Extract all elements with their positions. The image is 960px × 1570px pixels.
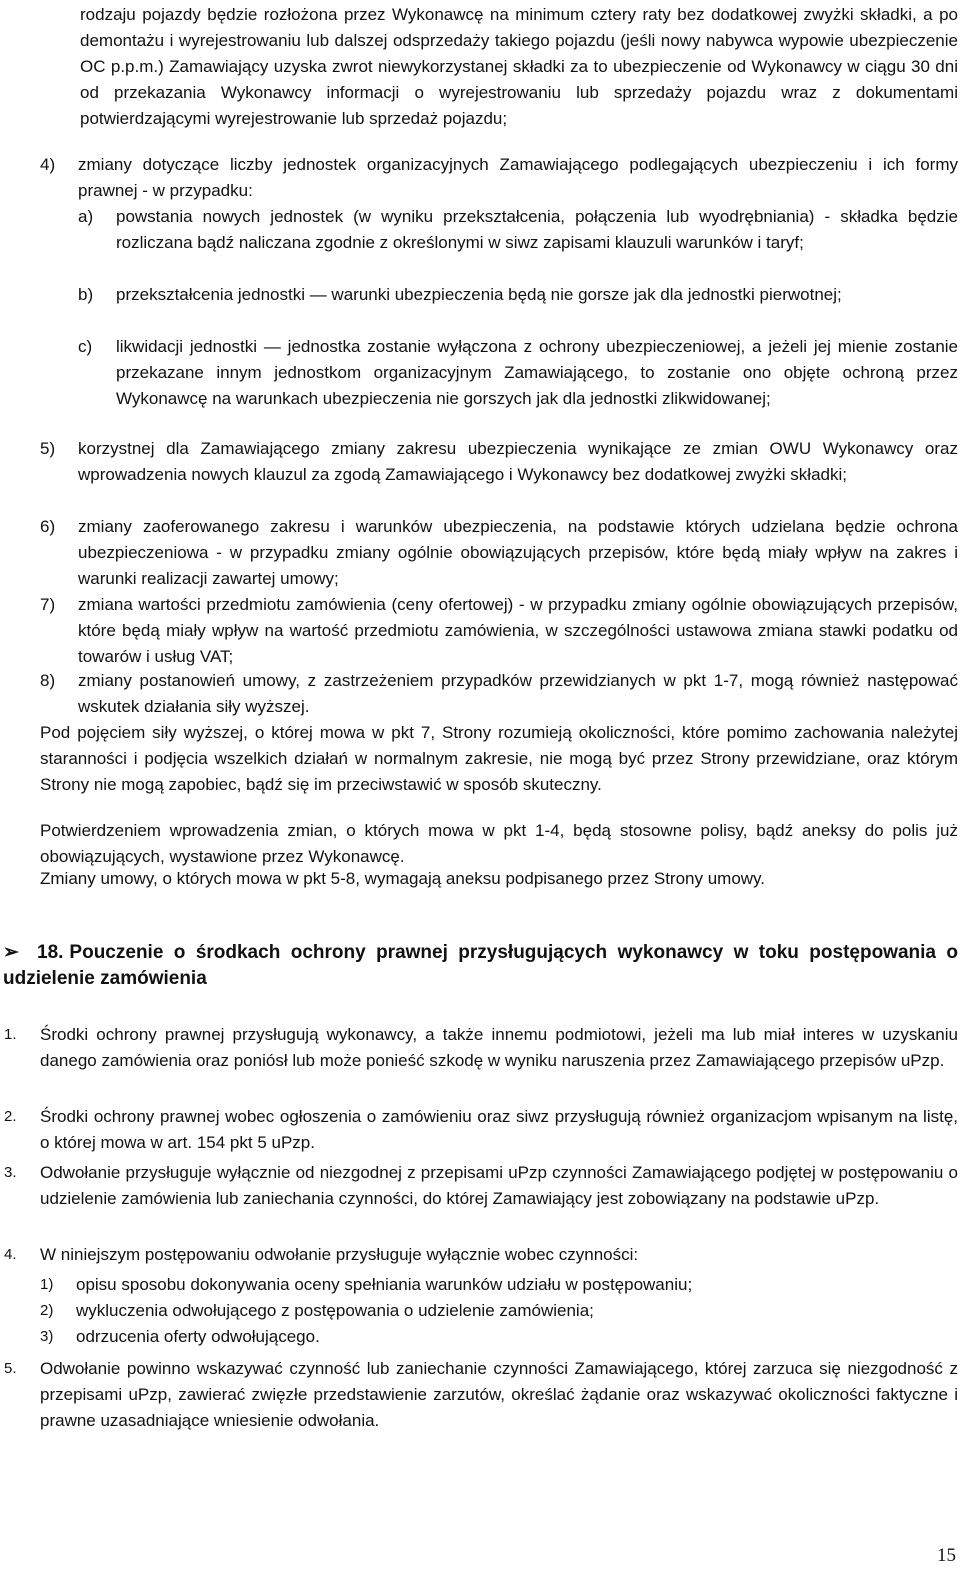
item-number: 4. xyxy=(4,1246,17,1263)
item-number: 6) xyxy=(40,517,56,536)
item-number: 4) xyxy=(40,155,56,174)
item-text: zmiana wartości przedmiotu zamówienia (ceny ofertowej) - w przypadku zmiany ogólnie obowiązujących przepisów, które będą miały wpływ na wartość przedmiotu zamówienia, w szczególności ustawowa zmiana stawki podatku od towarów i usług VAT; xyxy=(78,595,958,666)
item-number: 8) xyxy=(40,671,56,690)
force-majeure-paragraph: Pod pojęciem siły wyższej, o której mowa w pkt 7, Strony rozumieją okoliczności, które pomimo zachowania należytej staranności i podjęcia wszelkich działań w normalnym zakresie, nie mogą być przez Strony przewidziane, oraz którym Strony nie mogą zapobiec, bądź się im przeciwstawić w sposób skuteczny. xyxy=(40,723,958,794)
sub-item-letter: a) xyxy=(78,207,94,226)
sub-item-letter: c) xyxy=(78,337,93,356)
item-number: 2) xyxy=(40,1302,54,1319)
item-text: W niniejszym postępowaniu odwołanie przysługuje wyłącznie wobec czynności: xyxy=(40,1245,639,1264)
list-item-7 xyxy=(40,592,958,670)
sub-item-text: likwidacji jednostki — jednostka zostanie wyłączona z ochrony ubezpieczeniowej, a jeżeli jej mienie zostanie przekazane innym jednostkom organizacyjnym Zamawiającego, to zostanie ono objęte ochroną przez Wykonawcę na warunkach ubezpieczenia nie gorszych jak dla jednostki zlikwidowanej; xyxy=(116,337,958,408)
item-text: Odwołanie powinno wskazywać czynność lub zaniechanie czynności Zamawiającego, której zarzuca się niezgodność z przepisami uPzp, zawierać zwięzłe przedstawienie zarzutów, określać żądanie oraz wskazywać okoliczności faktyczne i prawne uzasadniające wniesienie odwołania. xyxy=(40,1359,958,1430)
amendment-paragraph: Zmiany umowy, o których mowa w pkt 5-8, wymagają aneksu podpisanego przez Strony umowy. xyxy=(40,869,766,888)
item-text: Środki ochrony prawnej wobec ogłoszenia o zamówieniu oraz siwz przysługują również organizacjom wpisanym na listę, o której mowa w art. 154 pkt 5 uPzp. xyxy=(40,1107,958,1152)
sub-item-a xyxy=(78,204,958,256)
item-text: zmiany postanowień umowy, z zastrzeżeniem przypadków przewidzianych w pkt 1-7, mogą również następować wskutek działania siły wyższej. xyxy=(78,671,958,716)
item-text: zmiany zaoferowanego zakresu i warunków ubezpieczenia, na podstawie których udzielana będzie ochrona ubezpieczeniowa - w przypadku zmiany ogólnie obowiązujących przepisów, które będą miały wpływ na zakres i warunki realizacji zawartej umowy; xyxy=(78,517,958,588)
list-item-5 xyxy=(40,436,958,488)
item-text: korzystnej dla Zamawiającego zmiany zakresu ubezpieczenia wynikające ze zmian OWU Wykonawcy oraz wprowadzenia nowych klauzul za zgodą Zamawiającego i Wykonawcy bez dodatkowej zwyżki składki; xyxy=(78,439,958,484)
numbered-item-5 xyxy=(4,1356,958,1434)
numbered-item-3 xyxy=(4,1160,958,1212)
item-number: 5. xyxy=(4,1360,17,1377)
sub-item-text: powstania nowych jednostek (w wyniku przekształcenia, połączenia lub wyodrębniania) - składka będzie rozliczana bądź naliczana zgodnie z określonymi w siwz zapisami klauzuli warunków i taryf; xyxy=(116,207,958,252)
list-item-6 xyxy=(40,514,958,592)
numbered-item-4 xyxy=(4,1242,958,1268)
confirmation-paragraph: Potwierdzeniem wprowadzenia zmian, o których mowa w pkt 1-4, będą stosowne polisy, bądź aneksy do polis już obowiązujących, wystawione przez Wykonawcę. xyxy=(40,821,958,866)
item-number: 7) xyxy=(40,595,56,614)
sub-list-item-1 xyxy=(40,1272,958,1298)
sub-item-c xyxy=(78,334,958,412)
item-text: Środki ochrony prawnej przysługują wykonawcy, a także innemu podmiotowi, jeżeli ma lub miał interes w uzyskaniu danego zamówienia oraz poniósł lub może ponieść szkodę w wyniku naruszenia przez Zamawiającego przepisów uPzp. xyxy=(40,1025,958,1070)
sub-list-item-3 xyxy=(40,1324,958,1350)
intro-paragraph: rodzaju pojazdy będzie rozłożona przez Wykonawcę na minimum cztery raty bez dodatkowej zwyżki składki, a po demontażu i wyrejestrowaniu lub dalszej odsprzedaży takiego pojazdu (jeśli nowy nabywca wypowie ubezpieczenie OC p.p.m.) Zamawiający uzyska zwrot niewykorzystanej składki za to ubezpieczenie od Wykonawcy w ciągu 30 dni od przekazania Wykonawcy informacji o wyrejestrowaniu lub sprzedaży pojazdu wraz z dokumentami potwierdzającymi wyrejestrowanie lub sprzedaż pojazdu; xyxy=(80,5,958,128)
sub-item-letter: b) xyxy=(78,285,94,304)
arrow-bullet-icon: ➢ xyxy=(3,942,19,963)
item-text: zmiany dotyczące liczby jednostek organizacyjnych Zamawiającego podlegających ubezpieczeniu i ich formy prawnej - w przypadku: xyxy=(78,155,958,200)
sub-item-text: przekształcenia jednostki — warunki ubezpieczenia będą nie gorsze jak dla jednostki pierwotnej; xyxy=(116,285,842,304)
item-number: 3. xyxy=(4,1164,17,1181)
list-item-4 xyxy=(40,152,958,204)
numbered-item-1 xyxy=(4,1022,958,1074)
item-text: wykluczenia odwołującego z postępowania o udzielenie zamówienia; xyxy=(76,1301,594,1320)
sub-list-item-2 xyxy=(40,1298,958,1324)
section-title: Pouczenie o środkach ochrony prawnej przysługujących wykonawcy w toku postępowania o udzielenie zamówienia xyxy=(3,942,958,989)
item-number: 1) xyxy=(40,1276,54,1293)
item-text: odrzucenia oferty odwołującego. xyxy=(76,1327,320,1346)
item-text: Odwołanie przysługuje wyłącznie od niezgodnej z przepisami uPzp czynności Zamawiającego podjętej w postępowaniu o udzielenie zamówienia lub zaniechania czynności, do której Zamawiający jest zobowiązany na podstawie uPzp. xyxy=(40,1163,958,1208)
section-number: 18. xyxy=(37,942,64,963)
section-heading xyxy=(3,940,958,992)
sub-item-b xyxy=(78,282,958,308)
item-number: 5) xyxy=(40,439,56,458)
page-number: 15 xyxy=(937,1545,956,1566)
item-number: 1. xyxy=(4,1026,17,1043)
list-item-8 xyxy=(40,668,958,720)
item-number: 2. xyxy=(4,1108,17,1125)
item-number: 3) xyxy=(40,1328,54,1345)
item-text: opisu sposobu dokonywania oceny spełniania warunków udziału w postępowaniu; xyxy=(76,1275,693,1294)
numbered-item-2 xyxy=(4,1104,958,1156)
